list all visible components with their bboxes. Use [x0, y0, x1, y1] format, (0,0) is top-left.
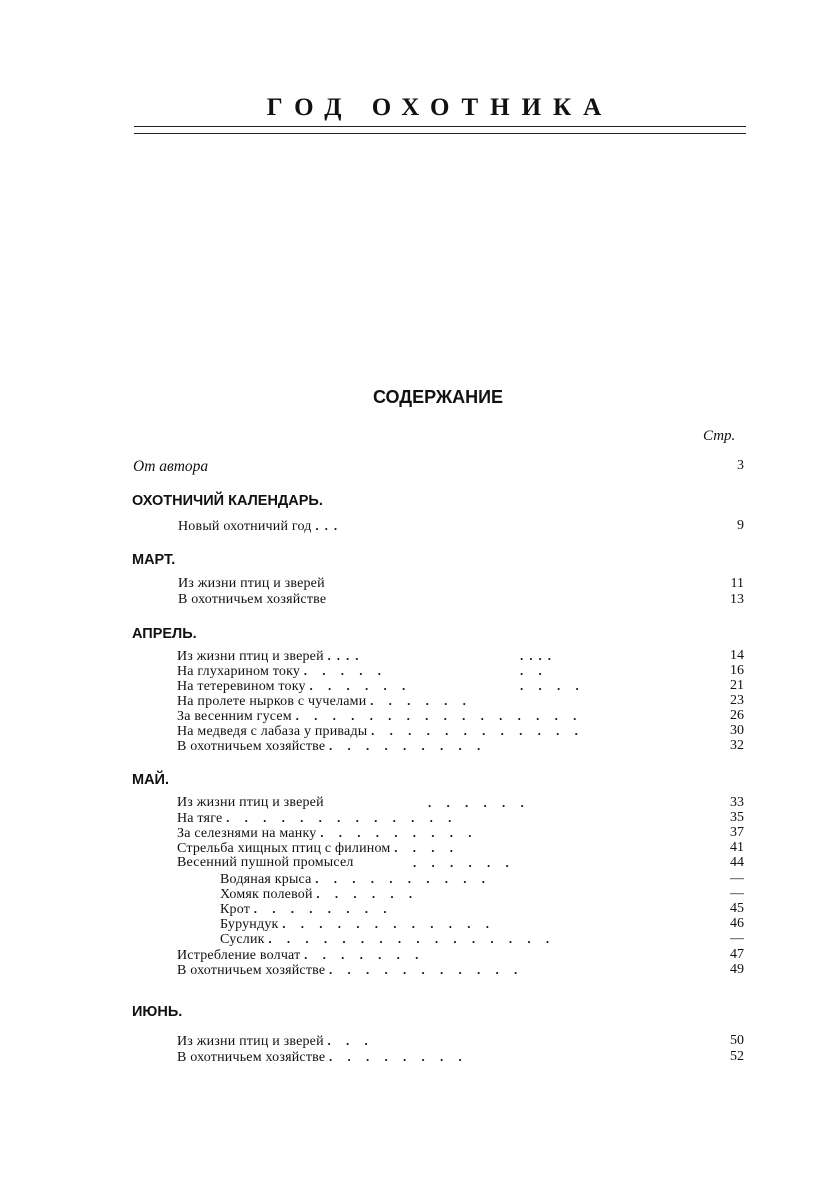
leader-dots: . . . . . . [428, 795, 530, 810]
toc-page: 16 [730, 663, 744, 678]
leader-dots: . . . . . . . . . . . . . [226, 810, 458, 825]
toc-entry [177, 1049, 468, 1066]
toc-entry-label: Крот [220, 902, 251, 917]
toc-page: — [730, 886, 744, 901]
toc-entry [177, 1033, 374, 1050]
toc-page: 30 [730, 723, 744, 738]
toc-page: 44 [730, 855, 744, 870]
toc-entry [177, 962, 523, 979]
leader-dots: . . . . [394, 840, 459, 855]
toc-entry-label: Из жизни птиц и зверей [177, 1034, 324, 1049]
toc-entry-label: На медведя с лабаза у привады [177, 724, 368, 739]
section-title-may: МАЙ. [132, 772, 170, 788]
leader-dots: . . . . . . . . . . [315, 871, 492, 886]
leader-dots: . . . . [520, 678, 585, 693]
toc-page: 46 [730, 916, 744, 931]
leader-dots: . . . . . [303, 663, 388, 678]
toc-page: 47 [730, 947, 744, 962]
toc-page: 32 [730, 738, 744, 753]
toc-entry-label: Суслик [220, 932, 265, 947]
toc-entry [220, 931, 555, 948]
toc-entry-label: На тетеревином току [177, 679, 306, 694]
leader-dots: . . . . . . [309, 678, 412, 693]
toc-page: 14 [730, 648, 744, 663]
leader-dots: . . . [327, 1033, 374, 1048]
leader-dots: . . . . . . . . . . . [328, 962, 524, 977]
toc-entry-label: В охотничьем хозяйстве [177, 963, 326, 978]
toc-entry-label: Хомяк полевой [220, 887, 313, 902]
page-column-label: Стр. [703, 428, 736, 444]
toc-entry [177, 738, 486, 755]
toc-entry-label: В охотничьем хозяйстве [178, 592, 327, 607]
leader-dots: .... [520, 648, 557, 663]
toc-entry-label: Истребление волчат [177, 948, 301, 963]
toc-page: 11 [730, 576, 744, 591]
leader-dots: . . . . . . . . . [328, 738, 487, 753]
leader-dots: . . . . . . . . . . . . . . . . [268, 931, 556, 946]
toc-page: 23 [730, 693, 744, 708]
toc-page: 21 [730, 678, 744, 693]
toc-page: 45 [730, 901, 744, 916]
leader-dots: . . . . . . . . . . . . . . . . [295, 708, 583, 723]
toc-page: 9 [737, 518, 744, 533]
section-title-march: МАРТ. [132, 552, 176, 568]
toc-page: 37 [730, 825, 744, 840]
toc-page: — [730, 931, 744, 946]
toc-page-author: 3 [737, 458, 744, 473]
leader-dots: . . . . . . . . . . . . [371, 723, 584, 738]
leader-dots: ... [315, 518, 344, 533]
toc-entry-label: Бурундук [220, 917, 279, 932]
leader-dots: . . [520, 663, 548, 678]
toc-entry-label: Новый охотничий год [178, 519, 312, 534]
contents-heading: СОДЕРЖАНИЕ [372, 387, 504, 407]
section-title-april: АПРЕЛЬ. [132, 626, 197, 642]
toc-page: 41 [730, 840, 744, 855]
toc-entry-label: В охотничьем хозяйстве [177, 1050, 326, 1065]
toc-entry-label: Из жизни птиц и зверей [177, 649, 324, 664]
toc-entry-author: От автора [133, 458, 209, 475]
leader-dots: . . . . . . . . . . . . [282, 916, 495, 931]
section-title-calendar: ОХОТНИЧИЙ КАЛЕНДАРЬ. [132, 493, 323, 509]
toc-page: 35 [730, 810, 744, 825]
toc-entry-label: За селезнями на манку [177, 826, 317, 841]
toc-page: 26 [730, 708, 744, 723]
section-title-june: ИЮНЬ. [132, 1004, 183, 1020]
toc-page: — [730, 871, 744, 886]
toc-entry-label: Водяная крыса [220, 872, 312, 887]
toc-entry-label: Весенний пушной промысел [177, 855, 354, 870]
toc-entry-label: Из жизни птиц и зверей [177, 795, 324, 810]
toc-page: 33 [730, 795, 744, 810]
toc-entry [178, 518, 343, 535]
leader-dots: . . . . . . [370, 693, 472, 708]
toc-entry-label: На глухарином току [177, 664, 301, 679]
toc-entry-label: На пролете нырков с чучелами [177, 694, 367, 709]
leader-dots: . . . . . . [316, 886, 419, 901]
toc-entry-label: В охотничьем хозяйстве [177, 739, 326, 754]
leader-dots: . . . . . . . . . [320, 825, 478, 840]
title-rule-bottom [134, 133, 746, 134]
toc-entry-label: На тяге [177, 811, 223, 826]
toc-page: 13 [730, 592, 744, 607]
leader-dots: . . . . . . . . [253, 901, 393, 916]
leader-dots: . . . . . . . [304, 947, 425, 962]
book-title: ГОД ОХОТНИКА [266, 94, 614, 121]
leader-dots: .... [327, 648, 365, 663]
toc-entry-label: Из жизни птиц и зверей [178, 576, 325, 591]
toc-page: 49 [730, 962, 744, 977]
toc-page: 50 [730, 1033, 744, 1048]
toc-entry-label: За весенним гусем [177, 709, 292, 724]
toc-page: 52 [730, 1049, 744, 1064]
leader-dots: . . . . . . . . [328, 1049, 468, 1064]
title-rule-top [134, 126, 746, 127]
leader-dots: . . . . . . [413, 855, 515, 870]
toc-entry-label: Стрельба хищных птиц с филином [177, 841, 391, 856]
